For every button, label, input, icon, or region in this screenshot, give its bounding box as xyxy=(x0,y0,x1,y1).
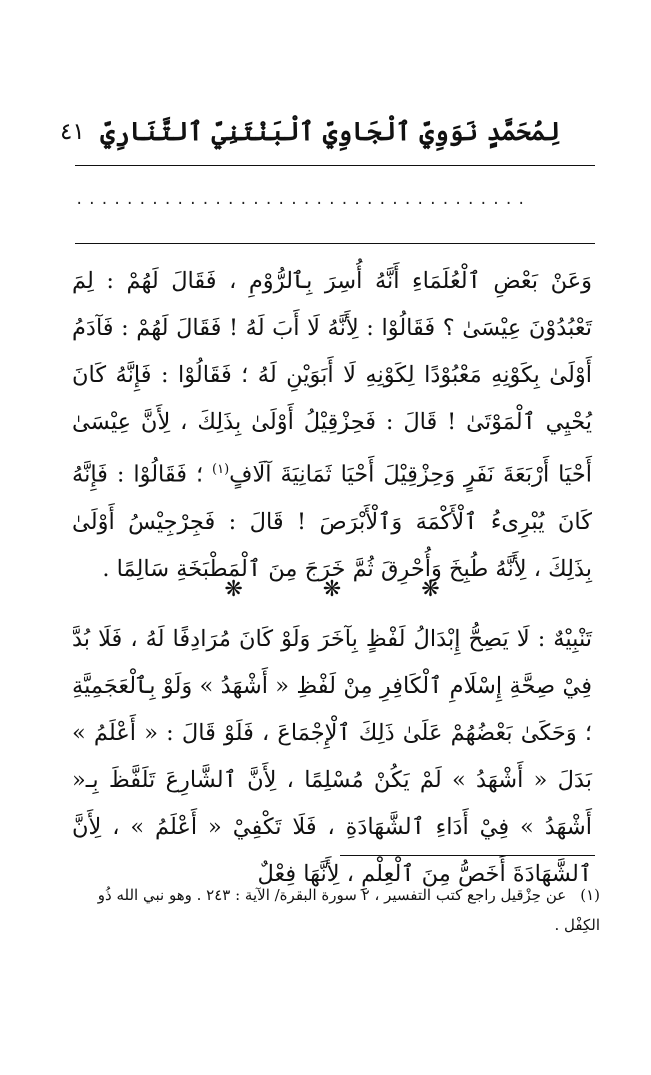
footnote xyxy=(60,880,600,940)
running-head xyxy=(60,112,600,152)
paragraph-story-part-b: ؛ فَقَالُوْا : فَإِنَّهُ كَانَ يُبْرِىءُ ٱلْأَكْمَهَ وَٱلْأَبْرَصَ ! قَالَ : فَجِرْجِيْسُ أَوْلَىٰ بِذَلِكَ ، لِأَنَّهُ طُبِخَ وَأُحْرِقَ ثُمَّ خَرَجَ مِنَ ٱلْمَطْبَخَةِ سَالِمًا . xyxy=(72,461,592,582)
footnote-reference[interactable]: (١) xyxy=(212,462,230,477)
paragraph-note-text: تَنْبِيْهٌ : لَا يَصِحُّ إِبْدَالُ لَفْظٍ بِآخَرَ وَلَوْ كَانَ مُرَادِفًا لَهُ ، فَلَا بُدَّ فِيْ صِحَّةِ إِسْلَامِ ٱلْكَافِرِ مِنْ لَفْظِ « أَشْهَدُ » وَلَوْ بِٱلْعَجَمِيَّةِ ؛ وَحَكَىٰ بَعْضُهُمْ عَلَىٰ ذَلِكَ ٱلْإِجْمَاعَ ، فَلَوْ قَالَ : « أَعْلَمُ » بَدَلَ « أَشْهَدُ » لَمْ يَكُنْ مُسْلِمًا ، لِأَنَّ ٱلشَّارِعَ تَلَفَّظَ بِـ« أَشْهَدُ » فِيْ أَدَاءِ ٱلشَّهَادَةِ ، فَلَا تَكْفِيْ « أَعْلَمُ » ، لِأَنَّ ٱلشَّهَادَةَ أَخَصُّ مِنَ ٱلْعِلْمِ ، لِأَنَّهَا فِعْلٌ xyxy=(72,626,592,887)
page-number: ٤١ xyxy=(60,119,85,145)
dotted-separator: .................................... xyxy=(75,192,530,208)
text-top-rule xyxy=(75,243,595,244)
header-rule xyxy=(75,165,595,166)
paragraph-story-part-a: وَعَنْ بَعْضِ ٱلْعُلَمَاءِ أَنَّهُ أُسِرَ بِٱلرُّوْمِ ، فَقَالَ لَهُمْ : لِمَ تَعْبُدُوْنَ عِيْسَىٰ ؟ فَقَالُوْا : لِأَنَّهُ لَا أَبَ لَهُ ! فَقَالَ لَهُمْ : فَآدَمُ أَوْلَىٰ بِكَوْنِهِ مَعْبُوْدًا لِكَوْنِهِ لَا أَبَوَيْنِ لَهُ ؛ فَقَالُوْا : فَإِنَّهُ كَانَ يُحْيِي ٱلْمَوْتَىٰ ! قَالَ : فَحِزْقِيْلُ أَوْلَىٰ بِذَلِكَ ، لِأَنَّ عِيْسَىٰ أَحْيَا أَرْبَعَةَ نَفَرٍ وَحِزْقِيْلَ أَحْيَا ثَمَانِيَةَ آلَافٍ xyxy=(72,268,592,488)
footnote-number: (١) xyxy=(580,886,600,904)
star-ornament: ❋ xyxy=(322,577,342,602)
star-ornament: ❋ xyxy=(421,577,440,602)
footnote-text: عن حِزْقيل راجع كتب التفسير ، ٢ سورة البقرة/ الآية : ٢٤٣ . وهو نبي الله ذُو الكِفْل . xyxy=(97,886,600,934)
running-title: لِمُحَمَّدٍ نَوَوِيّ ٱلْجَاوِيّ ٱلْبَنْتَنِيّ ٱلتَّنَارِيّ xyxy=(100,117,560,146)
star-ornament: ❋ xyxy=(224,577,243,602)
paragraph-story xyxy=(72,258,592,593)
footnote-rule xyxy=(340,855,595,856)
section-break xyxy=(72,575,592,605)
